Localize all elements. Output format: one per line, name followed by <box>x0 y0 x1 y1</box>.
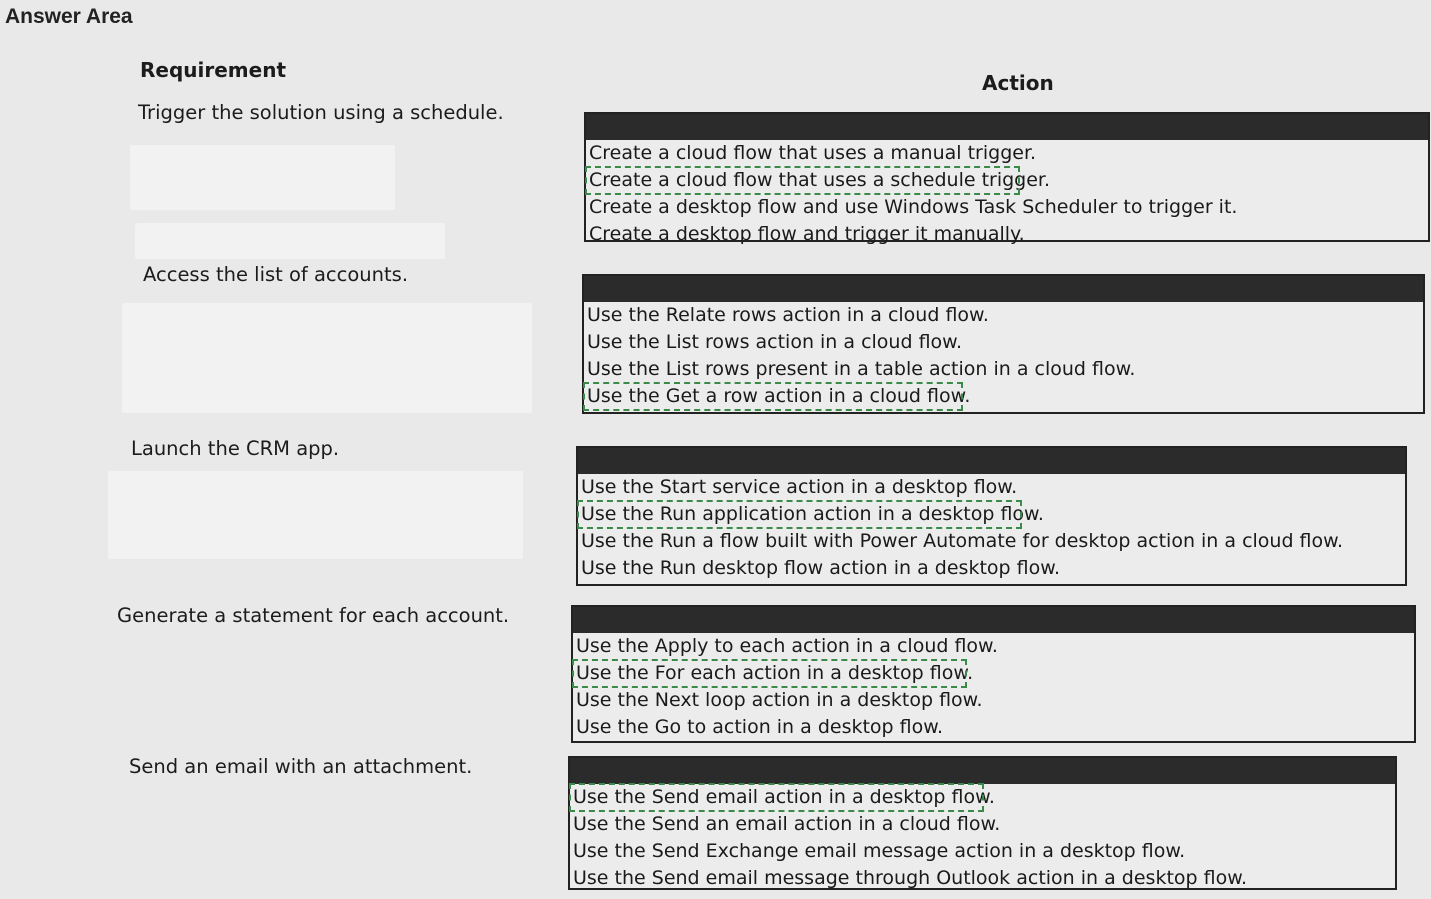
dropdown-option-selected[interactable]: Use the Send email action in a desktop flow. <box>570 784 983 811</box>
dropdown-option[interactable]: Use the Run desktop flow action in a desktop flow. <box>581 557 1061 579</box>
dropdown-option[interactable]: Use the List rows present in a table action in a cloud flow. <box>587 358 1136 380</box>
dropdown-header-bar <box>570 758 1395 784</box>
answer-area-title: Answer Area <box>5 5 133 28</box>
drop-zone-placeholder <box>135 223 445 259</box>
dropdown-option-selected[interactable]: Use the Get a row action in a cloud flow. <box>584 383 962 410</box>
dropdown-option[interactable]: Use the Send email message through Outlook action in a desktop flow. <box>573 867 1248 889</box>
action-dropdown-accounts[interactable] <box>582 274 1425 414</box>
dropdown-option[interactable]: Use the Go to action in a desktop flow. <box>576 716 944 738</box>
dropdown-option[interactable]: Create a desktop flow and use Windows Task Scheduler to trigger it. <box>589 196 1238 218</box>
requirement-launch-crm: Launch the CRM app. <box>131 437 340 460</box>
dropdown-header-bar <box>578 448 1405 474</box>
dropdown-option[interactable]: Use the Next loop action in a desktop flow. <box>576 689 983 711</box>
dropdown-option[interactable]: Use the Send an email action in a cloud flow. <box>573 813 1001 835</box>
dropdown-option[interactable]: Use the Relate rows action in a cloud flow. <box>587 304 989 326</box>
drop-zone-placeholder <box>108 471 523 559</box>
dropdown-header-bar <box>584 276 1423 302</box>
action-dropdown-email[interactable] <box>568 756 1397 890</box>
drop-zone-placeholder <box>130 145 395 210</box>
action-dropdown-launch[interactable] <box>576 446 1407 586</box>
dropdown-option-selected[interactable]: Create a cloud flow that uses a schedule trigger. <box>586 167 1019 194</box>
dropdown-option-selected[interactable]: Use the For each action in a desktop flow. <box>573 660 966 687</box>
dropdown-header-bar <box>573 607 1414 633</box>
requirement-generate-statement: Generate a statement for each account. <box>117 604 510 627</box>
requirement-trigger-schedule: Trigger the solution using a schedule. <box>138 101 504 124</box>
action-column-header: Action <box>982 71 1054 95</box>
dropdown-option[interactable]: Use the Send Exchange email message action in a desktop flow. <box>573 840 1186 862</box>
dropdown-option[interactable]: Use the Start service action in a desktop flow. <box>581 476 1018 498</box>
action-dropdown-trigger[interactable] <box>584 112 1430 245</box>
dropdown-option[interactable]: Use the List rows action in a cloud flow. <box>587 331 962 353</box>
dropdown-option-selected[interactable]: Use the Run application action in a desktop flow. <box>578 501 1021 528</box>
requirement-column-header: Requirement <box>140 58 287 82</box>
dropdown-option[interactable]: Create a desktop flow and trigger it manually. <box>589 223 1025 245</box>
requirement-access-accounts: Access the list of accounts. <box>143 263 409 286</box>
drop-zone-placeholder <box>122 303 532 413</box>
dropdown-option[interactable]: Use the Run a flow built with Power Automate for desktop action in a cloud flow. <box>581 530 1343 552</box>
dropdown-option[interactable]: Use the Apply to each action in a cloud flow. <box>576 635 998 657</box>
action-dropdown-generate[interactable] <box>571 605 1416 743</box>
dropdown-header-bar <box>586 114 1428 140</box>
dropdown-option[interactable]: Create a cloud flow that uses a manual trigger. <box>589 142 1037 164</box>
requirement-send-email: Send an email with an attachment. <box>129 755 473 778</box>
